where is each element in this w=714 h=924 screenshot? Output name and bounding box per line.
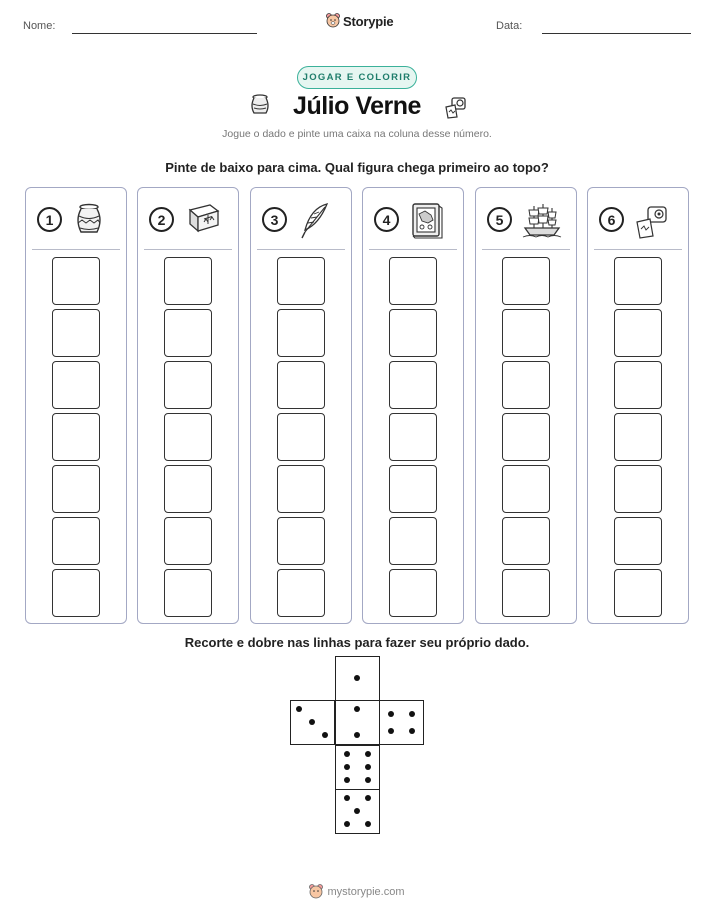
- coloring-box[interactable]: [52, 569, 100, 617]
- coloring-box[interactable]: [277, 517, 325, 565]
- coloring-box[interactable]: [52, 517, 100, 565]
- book-icon: [184, 202, 222, 234]
- die-pip: [354, 808, 360, 814]
- column-divider: [32, 249, 120, 250]
- coloring-box[interactable]: [164, 361, 212, 409]
- coloring-box[interactable]: [164, 569, 212, 617]
- die-face-1: [335, 656, 380, 701]
- coloring-box[interactable]: [164, 517, 212, 565]
- die-pip: [365, 777, 371, 783]
- brand-logo: [326, 13, 393, 29]
- coloring-box[interactable]: [502, 517, 550, 565]
- date-line[interactable]: [542, 33, 691, 34]
- column-divider: [257, 249, 345, 250]
- coloring-box[interactable]: [502, 569, 550, 617]
- coloring-box[interactable]: [389, 257, 437, 305]
- column-5: [475, 187, 577, 624]
- coloring-box[interactable]: [502, 257, 550, 305]
- column-2: [137, 187, 239, 624]
- coloring-box[interactable]: [502, 465, 550, 513]
- die-pip: [344, 764, 350, 770]
- die-pip: [344, 795, 350, 801]
- coloring-box[interactable]: [52, 465, 100, 513]
- column-number: 4: [374, 207, 399, 232]
- coloring-box[interactable]: [389, 413, 437, 461]
- die-pip: [296, 706, 302, 712]
- die-face-4: [379, 700, 424, 745]
- die-pip: [344, 821, 350, 827]
- die-pip: [344, 751, 350, 757]
- die-pip: [354, 675, 360, 681]
- sailing-ship-icon: [522, 202, 562, 238]
- column-3: [250, 187, 352, 624]
- bear-logo-icon: [309, 884, 323, 900]
- coloring-box[interactable]: [614, 361, 662, 409]
- column-number: 6: [599, 207, 624, 232]
- footer: [0, 884, 714, 900]
- die-pip: [322, 732, 328, 738]
- die-pip: [309, 719, 315, 725]
- page-title: Júlio Verne: [293, 92, 421, 120]
- subtitle: Jogue o dado e pinte uma caixa na coluna desse número.: [222, 128, 492, 140]
- die-pip: [365, 764, 371, 770]
- footer-url: mystorypie.com: [327, 886, 405, 898]
- die-face-2: [335, 700, 380, 745]
- die-pip: [388, 728, 394, 734]
- coloring-box[interactable]: [277, 257, 325, 305]
- bear-logo-icon: [326, 13, 340, 29]
- coloring-box[interactable]: [277, 465, 325, 513]
- name-label: Nome:: [23, 20, 56, 32]
- die-pip: [354, 706, 360, 712]
- coloring-box[interactable]: [502, 413, 550, 461]
- name-line[interactable]: [72, 33, 257, 34]
- coloring-box[interactable]: [614, 309, 662, 357]
- coloring-box[interactable]: [502, 361, 550, 409]
- column-number: 3: [262, 207, 287, 232]
- coloring-box[interactable]: [277, 569, 325, 617]
- brand-name: Storypie: [343, 13, 394, 29]
- column-number: 1: [37, 207, 62, 232]
- column-divider: [144, 249, 232, 250]
- camera-icon: [443, 93, 469, 119]
- column-number: 5: [487, 207, 512, 232]
- column-divider: [369, 249, 457, 250]
- ornate-vase-icon: [72, 202, 106, 236]
- coloring-box[interactable]: [389, 309, 437, 357]
- coloring-box[interactable]: [614, 569, 662, 617]
- framed-map-icon: [409, 202, 445, 240]
- coloring-box[interactable]: [52, 257, 100, 305]
- die-pip: [365, 795, 371, 801]
- coloring-box[interactable]: [614, 257, 662, 305]
- coloring-box[interactable]: [614, 465, 662, 513]
- column-1: [25, 187, 127, 624]
- die-pip: [344, 777, 350, 783]
- coloring-box[interactable]: [277, 361, 325, 409]
- instruction-text: Pinte de baixo para cima. Qual figura chega primeiro ao topo?: [165, 160, 549, 175]
- coloring-box[interactable]: [389, 361, 437, 409]
- die-pip: [409, 711, 415, 717]
- date-label: Data:: [496, 20, 523, 32]
- die-pip: [388, 711, 394, 717]
- quill-feather-icon: [297, 202, 331, 240]
- coloring-box[interactable]: [52, 309, 100, 357]
- coloring-box[interactable]: [164, 309, 212, 357]
- die-pip: [365, 751, 371, 757]
- column-4: [362, 187, 464, 624]
- column-divider: [594, 249, 682, 250]
- die-face-5: [335, 789, 380, 834]
- coloring-box[interactable]: [614, 413, 662, 461]
- column-divider: [482, 249, 570, 250]
- column-number: 2: [149, 207, 174, 232]
- coloring-box[interactable]: [389, 517, 437, 565]
- coloring-box[interactable]: [52, 361, 100, 409]
- die-face-6: [335, 745, 380, 790]
- column-6: [587, 187, 689, 624]
- die-pip: [365, 821, 371, 827]
- coloring-box[interactable]: [614, 517, 662, 565]
- activity-badge: JOGAR E COLORIR: [297, 66, 417, 89]
- die-face-3: [290, 700, 335, 745]
- coloring-box[interactable]: [277, 413, 325, 461]
- coloring-box[interactable]: [164, 413, 212, 461]
- coloring-box[interactable]: [52, 413, 100, 461]
- die-instruction: Recorte e dobre nas linhas para fazer seu próprio dado.: [184, 635, 530, 650]
- coloring-box[interactable]: [164, 465, 212, 513]
- coloring-box[interactable]: [277, 309, 325, 357]
- coloring-box[interactable]: [502, 309, 550, 357]
- die-pip: [409, 728, 415, 734]
- coloring-box[interactable]: [389, 465, 437, 513]
- die-pip: [354, 732, 360, 738]
- coloring-box[interactable]: [164, 257, 212, 305]
- vintage-camera-icon: [634, 202, 672, 240]
- coloring-box[interactable]: [389, 569, 437, 617]
